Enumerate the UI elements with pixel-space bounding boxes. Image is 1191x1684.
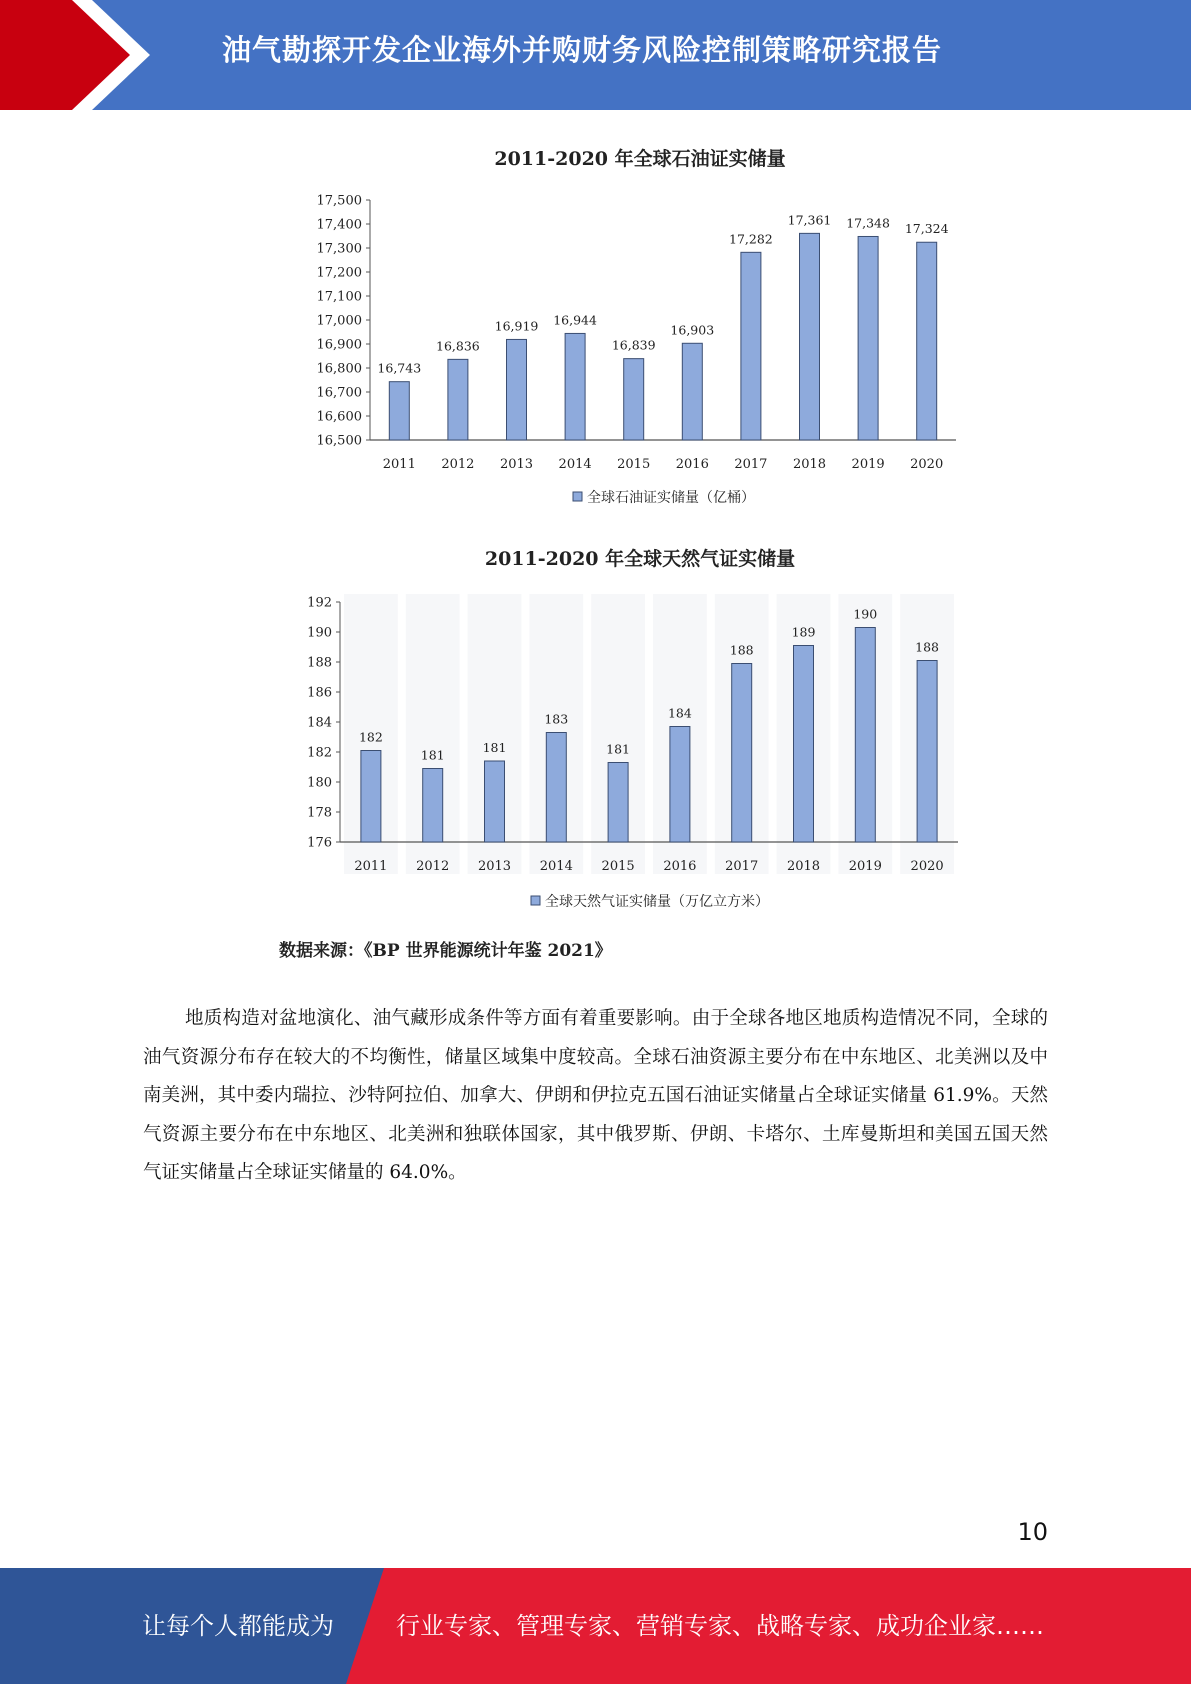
- oil-legend-swatch: [573, 492, 582, 501]
- report-title: 油气勘探开发企业海外并购财务风险控制策略研究报告: [222, 33, 943, 67]
- gas-y-tick-label: 190: [307, 625, 332, 641]
- gas-data-label-2016: 184: [667, 705, 692, 721]
- gas-bar-2014: [546, 733, 566, 843]
- body-paragraph: 地质构造对盆地演化、油气藏形成条件等方面有着重要影响。由于全球各地区地质构造情况不同，全球的油气资源分布存在较大的不均衡性，储量区域集中度较高。全球石油资源主要分布在中东地区、北美洲以及中南美洲，其中委内瑞拉、沙特阿拉伯、加拿大、伊朗和伊拉克五国石油证实储量占全球证实储量 61.9%。天然气资源主要分布在中东地区、北美洲和独联体国家，其中俄罗斯、伊朗、卡塔尔、土库曼斯坦和美国五国天然气证实储量占全球证实储量的 64.0%。: [143, 1008, 1048, 1183]
- oil-data-label-2016: 16,903: [670, 322, 715, 338]
- oil-data-label-2011: 16,743: [377, 360, 422, 376]
- page-footer: [0, 1568, 1191, 1684]
- gas-x-tick-label-2017: 2017: [725, 859, 759, 874]
- gas-reserves-chart: [300, 540, 980, 920]
- gas-x-tick-label-2020: 2020: [910, 859, 944, 874]
- gas-x-tick-label-2011: 2011: [354, 859, 388, 874]
- oil-y-tick-label: 17,200: [316, 265, 362, 281]
- oil-x-tick-label-2014: 2014: [558, 457, 592, 472]
- footer-slogan-right: 行业专家、管理专家、营销专家、战略专家、成功企业家……: [396, 1612, 1044, 1640]
- oil-y-tick-label: 16,700: [316, 385, 362, 401]
- gas-y-tick-label: 182: [307, 745, 332, 761]
- oil-legend-label: 全球石油证实储量（亿桶）: [587, 490, 755, 506]
- oil-bar-2019: [858, 236, 878, 440]
- gas-data-label-2011: 182: [358, 729, 383, 745]
- gas-data-label-2017: 188: [729, 642, 754, 658]
- gas-bar-2016: [670, 727, 690, 843]
- oil-y-tick-label: 16,500: [316, 433, 362, 449]
- oil-bar-2018: [800, 233, 820, 440]
- gas-bar-2011: [361, 751, 381, 843]
- gas-bar-2020: [917, 661, 937, 843]
- gas-data-label-2019: 190: [853, 606, 878, 622]
- gas-data-label-2015: 181: [606, 741, 631, 757]
- oil-data-label-2020: 17,324: [904, 221, 949, 237]
- oil-y-tick-label: 17,300: [316, 241, 362, 257]
- gas-x-tick-label-2013: 2013: [477, 859, 512, 874]
- gas-x-tick-label-2019: 2019: [848, 859, 882, 874]
- gas-y-tick-label: 188: [307, 655, 332, 671]
- gas-legend-label: 全球天然气证实储量（万亿立方米）: [545, 894, 769, 910]
- oil-x-tick-label-2017: 2017: [734, 457, 768, 472]
- oil-data-label-2019: 17,348: [846, 215, 890, 231]
- gas-data-label-2018: 189: [791, 624, 816, 640]
- gas-y-tick-label: 176: [307, 835, 332, 851]
- oil-x-tick-label-2019: 2019: [851, 457, 885, 472]
- oil-y-tick-label: 17,100: [316, 289, 362, 305]
- gas-y-tick-label: 186: [307, 685, 332, 701]
- gas-y-tick-label: 192: [307, 595, 332, 611]
- oil-y-tick-label: 17,500: [316, 193, 362, 209]
- oil-bar-2016: [682, 343, 702, 440]
- oil-bar-2020: [917, 242, 937, 440]
- gas-data-label-2013: 181: [482, 740, 507, 755]
- oil-x-tick-label-2020: 2020: [910, 457, 944, 472]
- gas-chart-title: 2011-2020 年全球天然气证实储量: [484, 548, 796, 570]
- oil-bar-2012: [448, 359, 468, 440]
- gas-bar-2019: [855, 628, 875, 843]
- oil-chart-plot: [300, 176, 980, 516]
- gas-bar-2012: [423, 769, 443, 843]
- gas-x-tick-label-2018: 2018: [786, 859, 821, 874]
- oil-data-label-2014: 16,944: [553, 312, 597, 328]
- oil-y-tick-label: 17,000: [316, 313, 362, 329]
- oil-y-tick-label: 16,900: [316, 337, 362, 353]
- oil-reserves-chart: [300, 138, 980, 516]
- gas-bar-2017: [732, 664, 752, 843]
- gas-bar-2018: [794, 646, 814, 843]
- gas-x-tick-label-2014: 2014: [539, 859, 573, 874]
- gas-x-tick-label-2016: 2016: [663, 859, 697, 874]
- oil-y-tick-label: 16,600: [316, 409, 362, 425]
- oil-bar-2013: [507, 339, 527, 440]
- gas-data-label-2012: 181: [420, 747, 445, 763]
- gas-data-label-2014: 183: [544, 711, 569, 727]
- gas-chart-plot: [300, 576, 980, 916]
- oil-data-label-2012: 16,836: [436, 338, 480, 354]
- oil-data-label-2017: 17,282: [729, 231, 773, 247]
- oil-bar-2017: [741, 252, 761, 440]
- oil-x-tick-label-2011: 2011: [382, 457, 416, 472]
- gas-y-tick-label: 178: [307, 805, 332, 821]
- data-source-note: 数据来源：《BP 世界能源统计年鉴 2021》: [279, 941, 612, 961]
- gas-bar-2015: [608, 763, 628, 843]
- oil-y-tick-label: 16,800: [316, 361, 362, 377]
- oil-data-label-2018: 17,361: [787, 212, 832, 228]
- oil-x-tick-label-2018: 2018: [792, 457, 827, 472]
- gas-bar-2013: [485, 761, 505, 842]
- gas-y-tick-label: 184: [307, 715, 332, 731]
- gas-legend-swatch: [531, 896, 540, 905]
- oil-y-tick-label: 17,400: [316, 217, 362, 233]
- page-number: 10: [1017, 1518, 1048, 1546]
- oil-x-tick-label-2016: 2016: [675, 457, 709, 472]
- oil-bar-2014: [565, 333, 585, 440]
- gas-x-tick-label-2015: 2015: [601, 859, 635, 874]
- gas-x-tick-label-2012: 2012: [416, 859, 450, 874]
- oil-x-tick-label-2015: 2015: [617, 457, 651, 472]
- oil-bar-2015: [624, 359, 644, 440]
- gas-data-label-2020: 188: [915, 639, 940, 655]
- oil-x-tick-label-2013: 2013: [499, 457, 534, 472]
- page-header: [0, 0, 1191, 110]
- oil-bar-2011: [389, 382, 409, 440]
- oil-data-label-2015: 16,839: [611, 337, 656, 353]
- oil-data-label-2013: 16,919: [494, 318, 539, 334]
- footer-slogan-left: 让每个人都能成为: [142, 1612, 334, 1640]
- oil-x-tick-label-2012: 2012: [441, 457, 475, 472]
- gas-y-tick-label: 180: [307, 775, 332, 791]
- oil-chart-title: 2011-2020 年全球石油证实储量: [494, 148, 786, 170]
